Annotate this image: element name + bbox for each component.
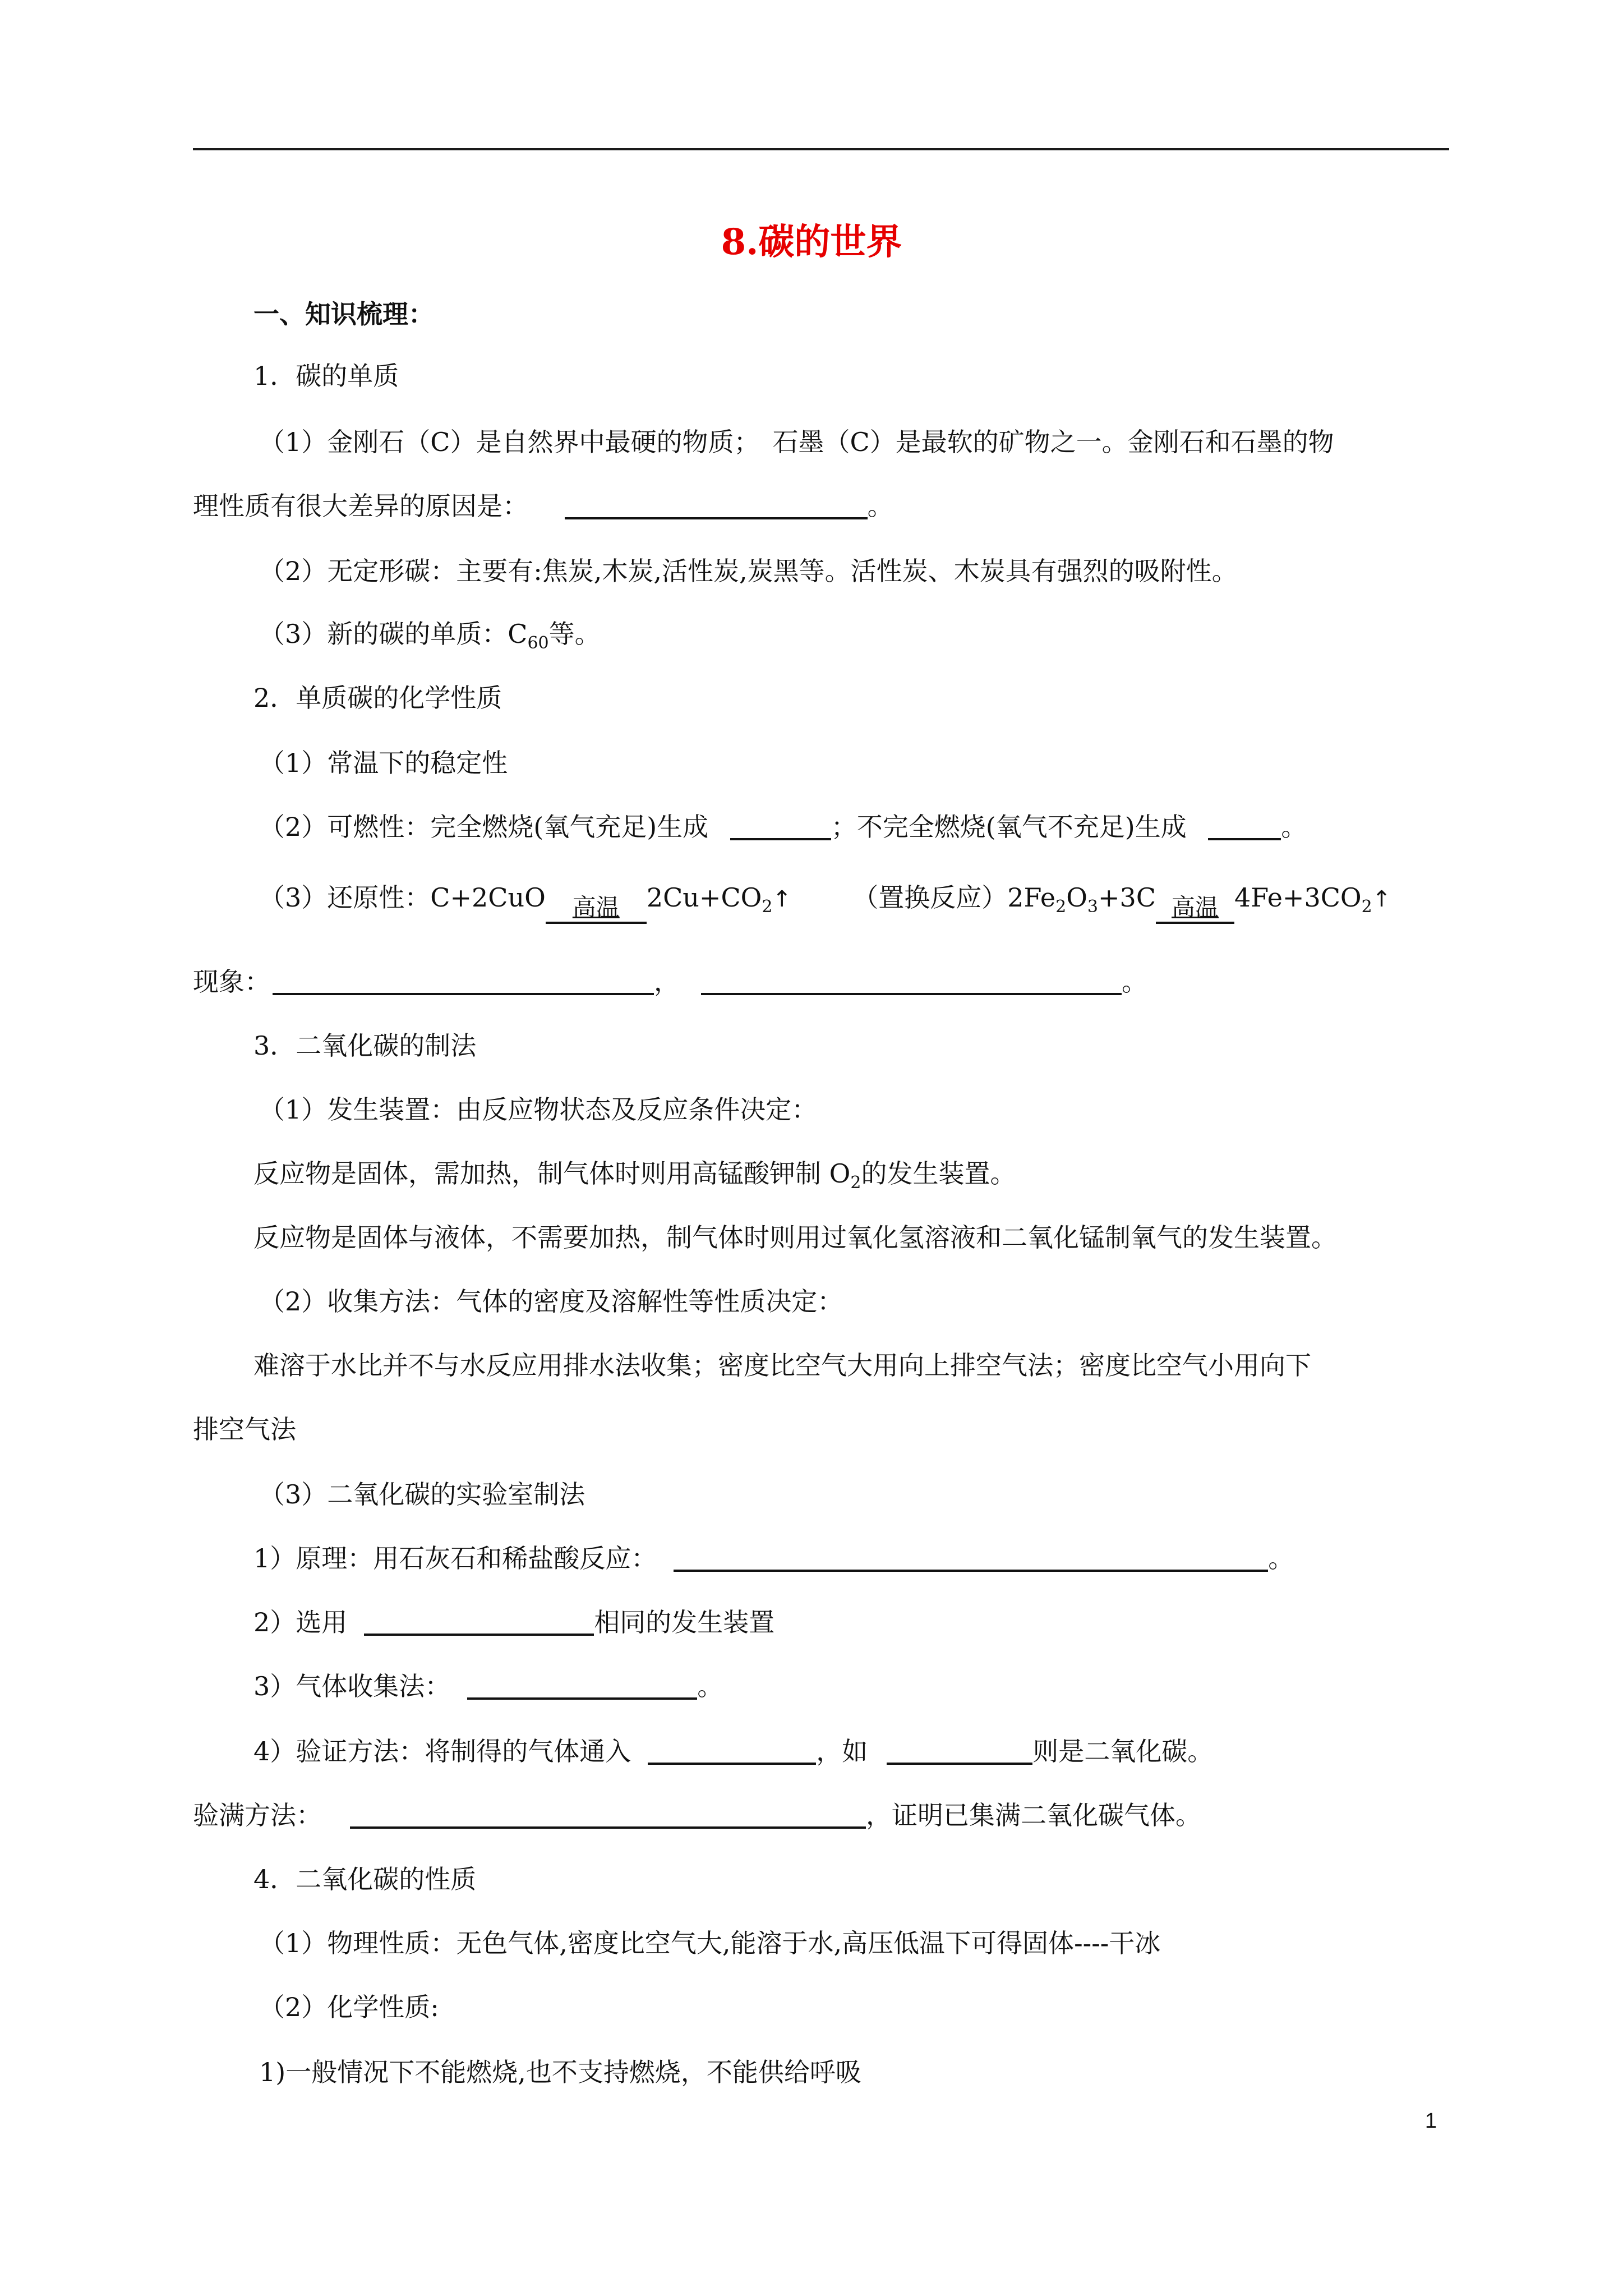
paragraph-generator: （1）发生装置：由反应物状态及反应条件决定： <box>259 1094 818 1125</box>
gas-arrow-icon: ↑ <box>1372 886 1391 912</box>
text: ，如 <box>816 1736 868 1766</box>
text: ， <box>654 967 680 997</box>
answer-blank[interactable] <box>730 810 831 840</box>
text: （3）新的碳的单质：C <box>259 619 528 649</box>
text: 相同的发生装置 <box>594 1607 775 1637</box>
paragraph-combustibility <box>259 810 1307 844</box>
subscript: 2 <box>762 897 773 917</box>
text: 现象： <box>193 967 270 997</box>
text: ，证明已集满二氧化碳气体。 <box>866 1800 1201 1830</box>
answer-blank[interactable] <box>701 965 1122 995</box>
text: 反应物是固体，需加热，制气体时则用高锰酸钾制 O <box>253 1158 851 1189</box>
text: 1）原理：用石灰石和稀盐酸反应： <box>253 1543 657 1573</box>
paragraph-diamond-graphite: （1）金刚石（C）是自然界中最硬的物质； 石墨（C）是最软的矿物之一。金刚石和石墨的物 <box>259 427 1334 457</box>
subscript: 60 <box>527 633 549 653</box>
text: 3）气体收集法： <box>253 1671 451 1701</box>
text: （置换反应）2Fe <box>852 882 1056 913</box>
answer-blank[interactable] <box>350 1798 866 1829</box>
text: 。 <box>1281 812 1307 842</box>
answer-blank[interactable] <box>1208 810 1281 840</box>
heading-carbon-elements: 1．碳的单质 <box>253 361 399 391</box>
answer-blank[interactable] <box>364 1605 594 1636</box>
reaction-condition <box>546 895 647 924</box>
paragraph-phenomenon <box>193 965 1147 999</box>
paragraph-difference-reason <box>193 489 893 523</box>
question-principle <box>253 1542 1294 1575</box>
text: O <box>1066 882 1087 913</box>
text: 理性质有很大差异的原因是： <box>193 491 528 521</box>
text: 4Fe+3CO <box>1234 882 1362 913</box>
answer-blank[interactable] <box>887 1734 1032 1765</box>
subscript: 2 <box>1055 897 1067 917</box>
heading-chemical-properties: 2．单质碳的化学性质 <box>253 683 502 713</box>
paragraph-chemical-properties: （2）化学性质: <box>259 1992 439 2022</box>
text: 。 <box>697 1671 723 1701</box>
text: 。 <box>1268 1543 1294 1573</box>
paragraph-physical-properties: （1）物理性质：无色气体,密度比空气大,能溶于水,高压低温下可得固体----干冰 <box>259 1928 1161 1958</box>
subscript: 2 <box>850 1173 861 1193</box>
text: （3）还原性：C+2CuO <box>259 882 546 913</box>
section-heading: 一、知识梳理： <box>253 299 434 329</box>
question-apparatus <box>253 1605 774 1639</box>
text: 则是二氧化碳。 <box>1032 1736 1214 1766</box>
heading-co2-preparation: 3．二氧化碳的制法 <box>253 1030 477 1061</box>
paragraph-collection: （2）收集方法：气体的密度及溶解性等性质决定： <box>259 1286 843 1317</box>
paragraph-collection-methods-cont: 排空气法 <box>193 1414 296 1444</box>
text: +3C <box>1098 882 1156 913</box>
text: 。 <box>867 491 893 521</box>
equals-bar <box>546 922 647 924</box>
answer-blank[interactable] <box>467 1669 697 1700</box>
text: 2）选用 <box>253 1607 348 1637</box>
gas-arrow-icon: ↑ <box>772 886 791 912</box>
paragraph-amorphous-carbon: （2）无定形碳：主要有:焦炭,木炭,活性炭,炭黑等。活性炭、木炭具有强烈的吸附性。 <box>259 556 1238 586</box>
heading-co2-properties: 4．二氧化碳的性质 <box>253 1864 477 1894</box>
answer-blank[interactable] <box>674 1542 1268 1572</box>
paragraph-solid-liquid: 反应物是固体与液体，不需要加热，制气体时则用过氧化氢溶液和二氧化锰制氧气的发生装置。 <box>253 1222 1337 1253</box>
paragraph-stability: （1）常温下的稳定性 <box>259 748 508 778</box>
text: 的发生装置。 <box>861 1158 1016 1189</box>
paragraph-reducibility <box>259 881 1391 931</box>
question-full-check <box>193 1798 1201 1832</box>
text: 4）验证方法：将制得的气体通入 <box>253 1736 631 1766</box>
text: ；不完全燃烧(氧气不充足)生成 <box>831 812 1187 842</box>
equals-bar <box>1156 922 1234 924</box>
text: （2）可燃性：完全燃烧(氧气充足)生成 <box>259 812 709 842</box>
question-collection <box>253 1669 723 1703</box>
paragraph-new-carbon <box>259 617 601 660</box>
subscript: 2 <box>1361 897 1372 917</box>
subscript: 3 <box>1087 897 1099 917</box>
paragraph-collection-methods: 难溶于水比并不与水反应用排水法收集；密度比空气大用向上排空气法；密度比空气小用向下 <box>253 1350 1311 1381</box>
page-number: 1 <box>1424 2109 1437 2133</box>
page-title: 8.碳的世界 <box>721 221 902 263</box>
header-rule <box>193 148 1449 150</box>
text: 验满方法： <box>193 1800 322 1830</box>
answer-blank[interactable] <box>565 489 868 519</box>
reaction-condition <box>1156 895 1234 924</box>
answer-blank[interactable] <box>273 965 654 995</box>
condition-label: 高温 <box>1172 894 1219 921</box>
text: 2Cu+CO <box>646 882 762 913</box>
question-verification <box>253 1734 1213 1768</box>
text: 。 <box>1122 967 1147 997</box>
text: 等。 <box>548 619 601 649</box>
paragraph-not-combustible: 1)一般情况下不能燃烧,也不支持燃烧，不能供给呼吸 <box>259 2057 861 2087</box>
paragraph-lab-preparation: （3）二氧化碳的实验室制法 <box>259 1479 585 1510</box>
paragraph-solid-heating <box>253 1157 1016 1200</box>
answer-blank[interactable] <box>648 1734 816 1765</box>
condition-label: 高温 <box>572 894 620 921</box>
